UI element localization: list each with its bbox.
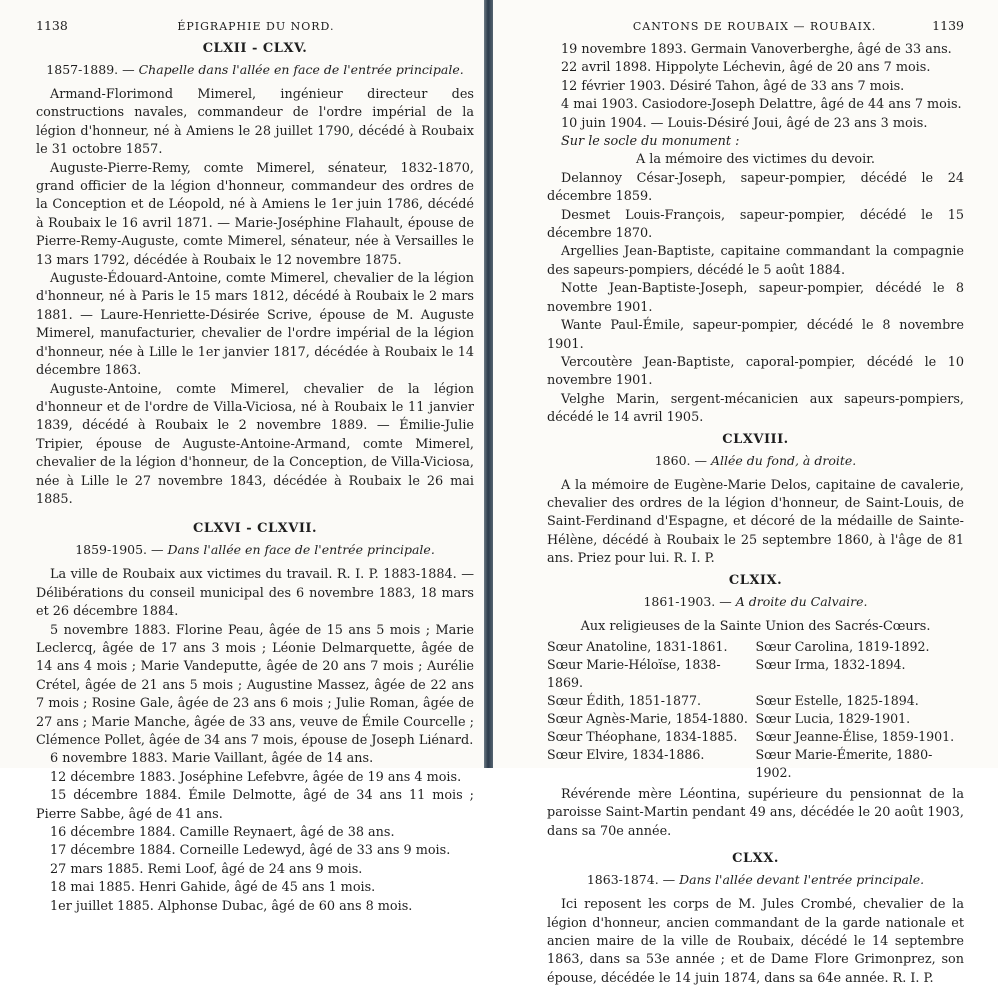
list-item: Sœur Édith, 1851-1877. — [547, 692, 702, 708]
list-item: Wante Paul-Émile, sapeur-pompier, décédé le 8 novembre 1901. — [547, 318, 964, 352]
section-title: CLXX. — [732, 851, 779, 867]
list-item: Sœur Théophane, 1834-1885. — [547, 728, 738, 744]
heading-location: A droite du Calvaire. — [735, 593, 868, 609]
list-item: Sœur Anatoline, 1831-1861. — [547, 638, 728, 654]
section-title: CLXII - CLXV. — [202, 41, 308, 56]
right-page — [493, 0, 998, 986]
paragraph: La ville de Roubaix aux victimes du travail. R. I. P. 1883-1884. — Délibérations du conseil municipal des 6 novembre 1883, 18 mars et 26 décembre 1884. — [36, 567, 474, 620]
paragraph: Auguste-Édouard-Antoine, comte Mimerel, chevalier de la légion d'honneur, né à Paris le 15 mars 1812, décédé à Roubaix le 2 mars 1881. — Laure-Henriette-Désirée Scrive, épouse de M. Auguste Mimerel, manufacturier, chevalier de l'ordre impérial de la légion d'honneur, née à Lille le 1er janvier 1817, décédée à Roubaix le 14 décembre 1863. — [36, 271, 474, 379]
paragraph: A la mémoire de Eugène-Marie Delos, capitaine de cavalerie, chevalier des ordres de la légion d'honneur, de Saint-Louis, de Saint-Ferdinand d'Espagne, et décoré de la médaille de Sainte-Hélène, décédé à Roubaix le 25 septembre 1860, à l'âge de 81 ans. Priez pour lui. R. I. P. — [547, 477, 964, 567]
list-item: 6 novembre 1883. Marie Vaillant, âgée de 14 ans. — [50, 751, 374, 767]
heading-location: Allée du fond, à droite. — [710, 452, 857, 468]
section-title: CLXVIII. — [722, 431, 789, 447]
heading-location: Dans l'allée devant l'entrée principale. — [679, 872, 925, 888]
list-item: Sœur Lucia, 1829-1901. — [755, 710, 911, 726]
heading-year: 1860. — — [654, 452, 707, 468]
heading-location: Chapelle dans l'allée en face de l'entrée principale. — [138, 62, 464, 77]
list-item: 12 décembre 1883. Joséphine Lefebvre, âgée de 19 ans 4 mois. — [50, 769, 462, 785]
paragraph: Auguste-Pierre-Remy, comte Mimerel, sénateur, 1832-1870, grand officier de la légion d'honneur, commandeur des ordres de la Conception et de Léopold, né à Amiens le 1er juin 1786, décédé à Roubaix le 16 avril 1871. — Marie-Joséphine Flahault, épouse de Pierre-Remy-Auguste, comte Mimerel, sénateur, née à Versailles le 13 mars 1792, décédée à Roubaix le 12 novembre 1875. — [36, 160, 474, 268]
list-item: Vercoutère Jean-Baptiste, caporal-pompier, décédé le 10 novembre 1901. — [547, 354, 964, 389]
list-item: 15 décembre 1884. Émile Delmotte, âgé de 34 ans 11 mois ; Pierre Sabbe, âgé de 41 ans. — [36, 788, 474, 822]
socle-heading: A la mémoire des victimes du devoir. — [635, 152, 876, 168]
list-item: 18 mai 1885. Henri Gahide, âgé de 45 ans 1 mois. — [50, 880, 376, 896]
running-title: ÉPIGRAPHIE DU NORD. — [177, 20, 335, 33]
section-heading — [36, 542, 474, 557]
list-item: Sœur Marie-Héloïse, 1838-1869. — [547, 656, 721, 690]
section-title: CLXIX. — [728, 572, 783, 588]
list-item: 4 mai 1903. Casiodore-Joseph Delattre, âgé de 44 ans 7 mois. — [561, 97, 962, 113]
left-page-header — [36, 18, 474, 33]
list-item: 17 décembre 1884. Corneille Ledewyd, âgé de 33 ans 9 mois. — [50, 843, 451, 859]
heading-year: 1857-1889. — — [46, 62, 135, 77]
section-heading — [547, 453, 964, 468]
list-item: Sœur Irma, 1832-1894. — [755, 656, 906, 672]
list-item: Delannoy César-Joseph, sapeur-pompier, décédé le 24 décembre 1859. — [547, 170, 964, 205]
list-item: 1er juillet 1885. Alphonse Dubac, âgé de 60 ans 8 mois. — [50, 898, 413, 914]
list-item: 10 juin 1904. — Louis-Désiré Joui, âgé de 23 ans 3 mois. — [561, 115, 928, 131]
paragraph: Auguste-Antoine, comte Mimerel, chevalier de la légion d'honneur et de l'ordre de Villa-Viciosa, né à Roubaix le 11 janvier 1839, décédé à Roubaix le 2 novembre 1889. — Émilie-Julie Tripier, épouse de Auguste-Antoine-Armand, comte Mimerel, chevalier de la légion d'honneur, de la Conception, de Villa-Viciosa, née à Lille le 27 novembre 1843, décédée à Roubaix le 26 mai 1885. — [36, 381, 474, 507]
sisters-list — [547, 638, 964, 782]
list-item: Notte Jean-Baptiste-Joseph, sapeur-pompier, décédé le 8 novembre 1901. — [547, 281, 964, 315]
heading-year: 1863-1874. — — [586, 872, 676, 888]
section-heading — [547, 872, 964, 887]
list-item: Sœur Estelle, 1825-1894. — [755, 692, 919, 708]
list-item: 27 mars 1885. Remi Loof, âgé de 24 ans 9 mois. — [50, 861, 363, 877]
section-title: CLXVI - CLXVII. — [192, 521, 318, 537]
list-item: Sœur Elvire, 1834-1886. — [547, 746, 705, 762]
paragraph: 5 novembre 1883. Florine Peau, âgée de 15 ans 5 mois ; Marie Leclercq, âgée de 17 ans 3 mois ; Léonie Delmarquette, âgée de 14 ans 4 mois ; Marie Vandeputte, âgée de 20 ans 7 mois ; Aurélie Crétel, âgée de 21 ans 5 mois ; Augustine Massez, âgée de 22 ans 7 mois ; Rosine Gale, âgée de 23 ans 6 mois ; Julie Roman, âgée de 27 ans ; Marie Manche, âgée de 33 ans, veuve de Émile Courcelle ; Clémence Pollet, âgée de 34 ans 7 mois, épouse de Joseph Liénard. — [36, 622, 474, 748]
socle-label: Sur le socle du monument : — [561, 134, 740, 150]
list-item: 19 novembre 1893. Germain Vanoverberghe, âgé de 33 ans. — [561, 42, 952, 57]
list-item: Sœur Agnès-Marie, 1854-1880. — [547, 710, 748, 726]
paragraph: Armand-Florimond Mimerel, ingénieur directeur des constructions navales, commandeur de l'ordre impérial de la légion d'honneur, né à Amiens le 28 juillet 1790, décédé à Roubaix le 31 octobre 1857. — [36, 87, 474, 158]
list-item: 22 avril 1898. Hippolyte Léchevin, âgé de 20 ans 7 mois. — [561, 60, 931, 76]
list-item: Sœur Marie-Émerite, 1880-1902. — [755, 746, 933, 780]
paragraph: Révérende mère Léontina, supérieure du pensionnat de la paroisse Saint-Martin pendant 49 ans, décédée le 20 août 1903, dans sa 70e année. — [547, 786, 964, 839]
list-item: Argellies Jean-Baptiste, capitaine commandant la compagnie des sapeurs-pompiers, décédé le 5 août 1884. — [547, 244, 964, 278]
section-heading — [36, 62, 474, 77]
list-item: Sœur Jeanne-Élise, 1859-1901. — [755, 728, 955, 744]
list-item: 16 décembre 1884. Camille Reynaert, âgé de 38 ans. — [50, 825, 395, 841]
paragraph: Ici reposent les corps de M. Jules Crombé, chevalier de la légion d'honneur, ancien commandant de la garde nationale et ancien maire de la ville de Roubaix, décédé le 14 septembre 1863, dans sa 53e année ; et de Dame Flore Grimonprez, son épouse, décédée le 14 juin 1874, dans sa 64e année. R. I. P. — [547, 897, 964, 986]
book-gutter — [484, 0, 493, 768]
running-title: CANTONS DE ROUBAIX — ROUBAIX. — [632, 20, 877, 33]
page-number: 1139 — [932, 18, 964, 33]
list-item: 12 février 1903. Désiré Tahon, âgé de 33 ans 7 mois. — [561, 78, 905, 94]
list-item: Desmet Louis-François, sapeur-pompier, décédé le 15 décembre 1870. — [547, 207, 964, 242]
left-page — [0, 0, 484, 914]
section-heading — [547, 594, 964, 609]
page-number: 1138 — [36, 18, 68, 33]
dedication: Aux religieuses de la Sainte Union des Sacrés-Cœurs. — [580, 618, 931, 634]
heading-location: Dans l'allée en face de l'entrée principale. — [167, 542, 435, 558]
list-item: Velghe Marin, sergent-mécanicien aux sapeurs-pompiers, décédé le 14 avril 1905. — [547, 391, 964, 426]
list-item: Sœur Carolina, 1819-1892. — [755, 638, 930, 654]
heading-year: 1859-1905. — — [75, 542, 164, 558]
right-page-header — [547, 18, 964, 33]
heading-year: 1861-1903. — — [643, 593, 732, 609]
